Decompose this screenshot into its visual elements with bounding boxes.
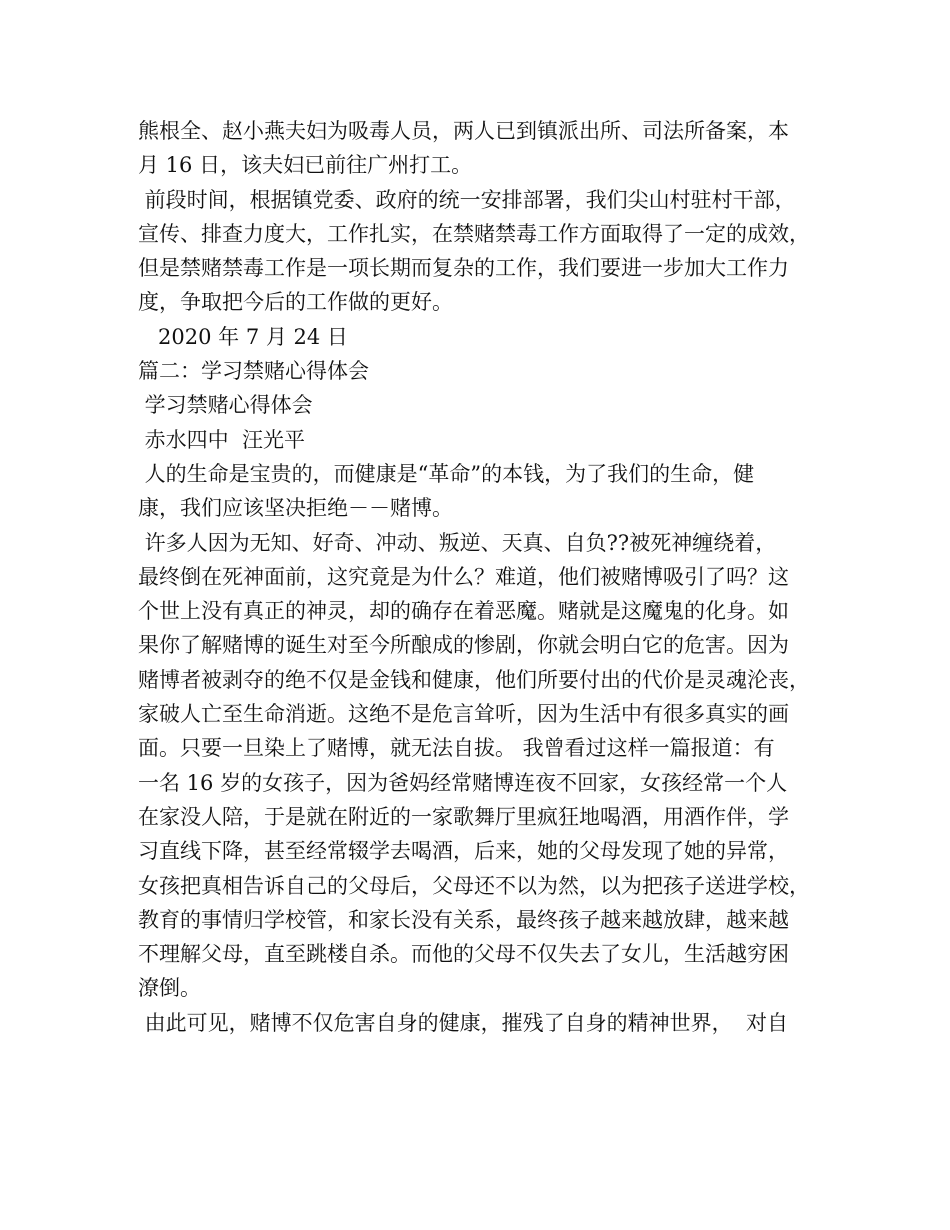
text-line: 许多人因为无知、好奇、冲动、叛逆、天真、自负??被死神缠绕着， [138, 530, 777, 555]
article-title: 学习禁赌心得体会 [138, 393, 313, 418]
text-line: 教育的事情归学校管，和家长没有关系，最终孩子越来越放肆，越来越 [138, 907, 789, 932]
text-line: 康，我们应该坚决拒绝－－赌博。 [138, 496, 453, 521]
text-line: 习直线下降，甚至经常辍学去喝酒，后来，她的父母发现了她的异常， [138, 839, 789, 864]
text-line: 宣传、排查力度大，工作扎实，在禁赌禁毒工作方面取得了一定的成效， [138, 221, 810, 246]
text-line: 一名 16 岁的女孩子，因为爸妈经常赌博连夜不回家，女孩经常一个人 [138, 770, 788, 795]
text-line: 熊根全、赵小燕夫妇为吸毒人员，两人已到镇派出所、司法所备案，本 [138, 119, 789, 143]
text-line: 个世上没有真正的神灵，却的确存在着恶魔。赌就是这魔鬼的化身。如 [138, 599, 789, 624]
text-line: 由此可见，赌博不仅危害自身的健康，摧残了自身的精神世界， 对自 [138, 1010, 789, 1035]
text-line: 不理解父母，直至跳楼自杀。而他的父母不仅失去了女儿，生活越穷困 [138, 942, 789, 967]
text-line: 度，争取把今后的工作做的更好。 [138, 290, 453, 315]
text-line: 家破人亡至生命消逝。这绝不是危言耸听，因为生活中有很多真实的画 [138, 702, 789, 727]
text-line: 最终倒在死神面前，这究竟是为什么？难道，他们被赌博吸引了吗？这 [138, 564, 789, 589]
text-line: 面。只要一旦染上了赌博，就无法自拔。 我曾看过这样一篇报道：有 [138, 736, 775, 761]
text-line: 果你了解赌博的诞生对至今所酿成的惨剧，你就会明白它的危害。因为 [138, 633, 789, 658]
text-line: 人的生命是宝贵的，而健康是“革命”的本钱，为了我们的生命，健 [138, 461, 755, 486]
text-line: 前段时间，根据镇党委、政府的统一安排部署，我们尖山村驻村干部， [138, 187, 796, 212]
text-line: 但是禁赌禁毒工作是一项长期而复杂的工作，我们要进一步加大工作力 [138, 256, 789, 281]
date-line: 2020 年 7 月 24 日 [138, 324, 348, 349]
section-heading: 篇二：学习禁赌心得体会 [138, 359, 369, 384]
text-line: 潦倒。 [138, 976, 201, 1001]
document-body [138, 114, 828, 1040]
text-line: 月 16 日，该夫妇已前往广州打工。 [138, 153, 473, 178]
text-line: 女孩把真相告诉自己的父母后，父母还不以为然，以为把孩子送进学校， [138, 873, 810, 898]
text-line: 赌博者被剥夺的绝不仅是金钱和健康，他们所要付出的代价是灵魂沦丧， [138, 667, 810, 692]
text-line: 在家没人陪，于是就在附近的一家歌舞厅里疯狂地喝酒，用酒作伴，学 [138, 804, 789, 829]
author-line: 赤水四中 汪光平 [138, 427, 306, 452]
